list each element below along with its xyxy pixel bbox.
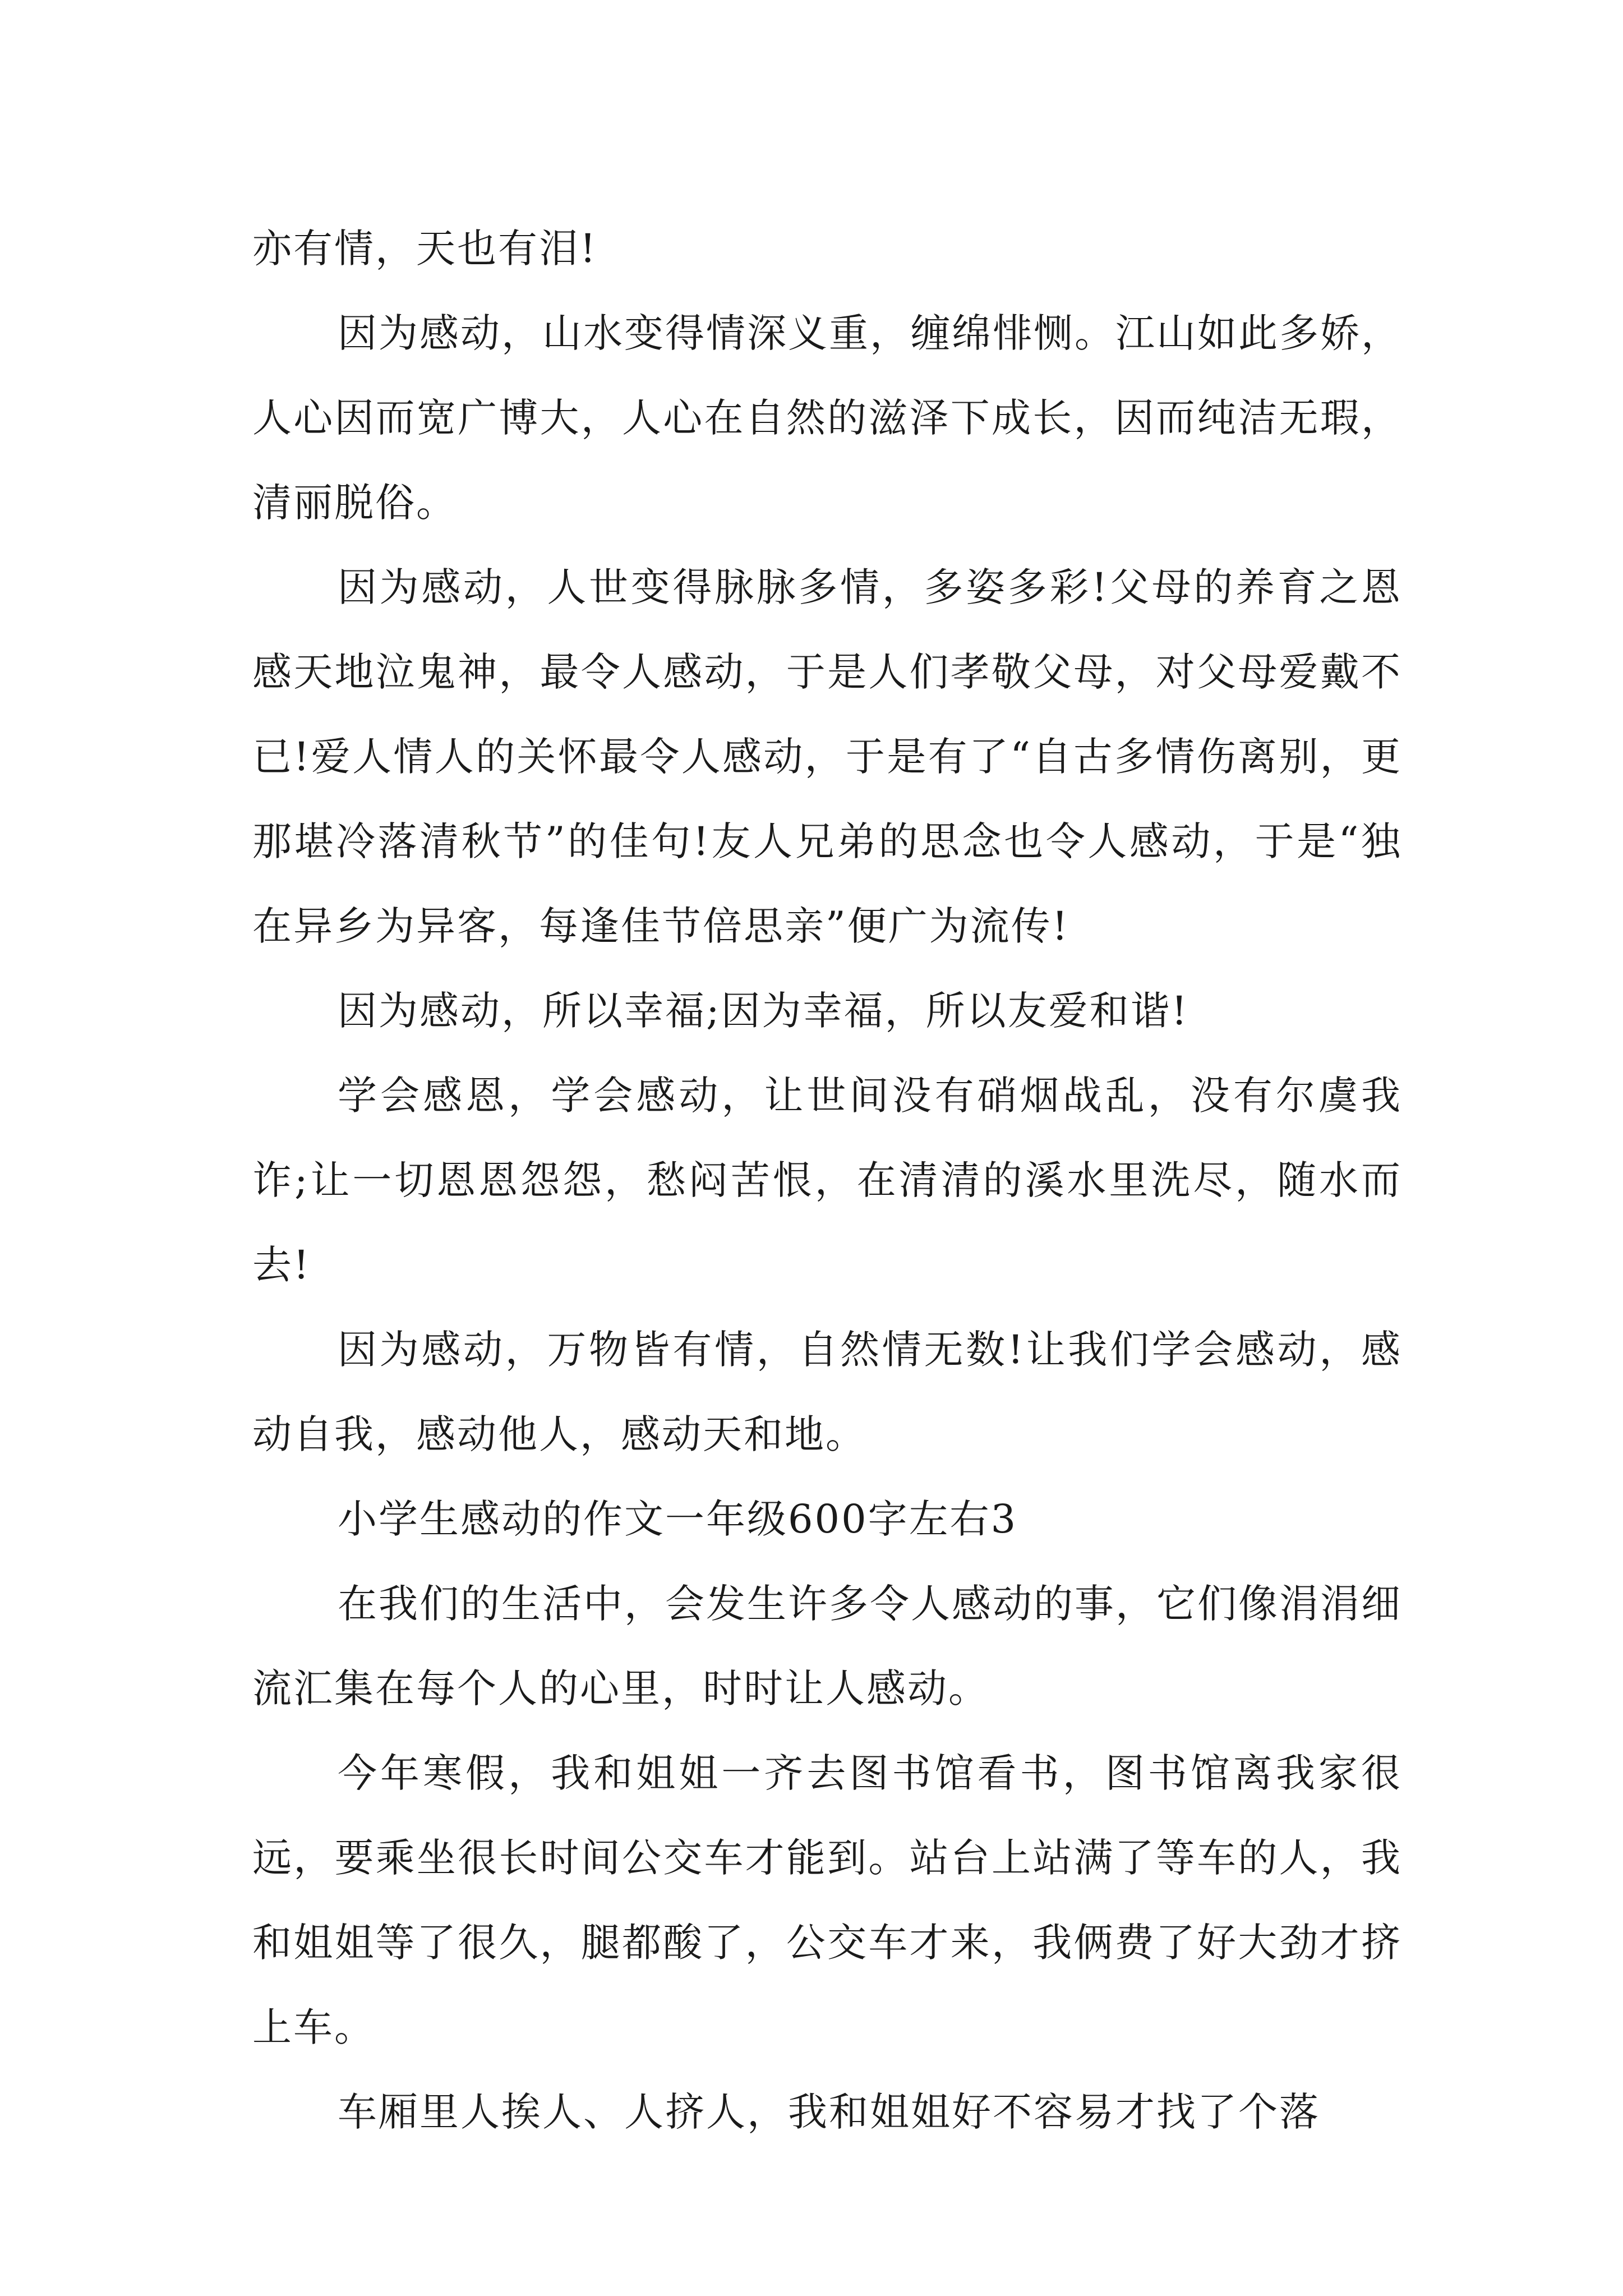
paragraph: 学会感恩，学会感动，让世间没有硝烟战乱，没有尔虞我诈;让一切恩恩怨怨，愁闷苦恨，在清清的溪水里洗尽，随水而去! [252,1073,1402,1288]
paragraph: 今年寒假，我和姐姐一齐去图书馆看书，图书馆离我家很远，要乘坐很长时间公交车才能到。站台上站满了等车的人，我和姐姐等了很久，腿都酸了，公交车才来，我俩费了好大劲才挤上车。 [252,1750,1402,2050]
paragraph: 因为感动，山水变得情深义重，缠绵悱恻。江山如此多娇，人心因而宽广博大，人心在自然的滋泽下成长，因而纯洁无瑕，清丽脱俗。 [252,310,1402,526]
section-heading: 小学生感动的作文一年级600字左右3 [338,1496,1018,1542]
paragraph: 因为感动，万物皆有情，自然情无数!让我们学会感动，感动自我，感动他人，感动天和地。 [252,1327,1402,1457]
document-body [252,206,1402,2155]
paragraph: 因为感动，人世变得脉脉多情，多姿多彩!父母的养育之恩感天地泣鬼神，最令人感动，于是人们孝敬父母，对父母爱戴不已!爱人情人的关怀最令人感动，于是有了“自古多情伤离别，更那堪冷落清秋节”的佳句!友人兄弟的思念也令人感动，于是“独在异乡为异客，每逢佳节倍思亲”便广为流传! [252,564,1402,949]
paragraph: 在我们的生活中，会发生许多令人感动的事，它们像涓涓细流汇集在每个人的心里，时时让人感动。 [252,1581,1402,1711]
paragraph: 车厢里人挨人、人挤人，我和姐姐好不容易才找了个落 [338,2089,1320,2135]
paragraph: 因为感动，所以幸福;因为幸福，所以友爱和谐! [338,988,1189,1034]
paragraph: 亦有情，天也有泪! [252,226,598,272]
